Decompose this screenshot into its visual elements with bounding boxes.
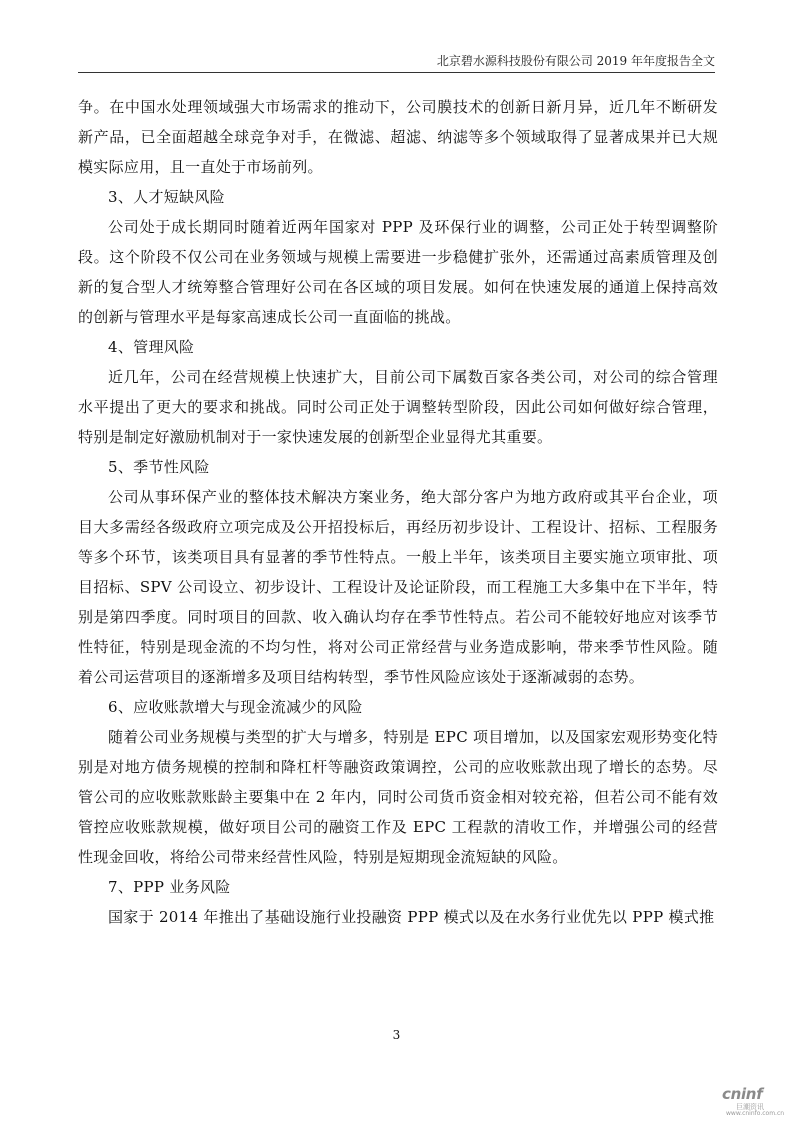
heading-receivables-risk: 6、应收账款增大与现金流减少的风险	[108, 698, 363, 716]
paragraph-ppp-risk: 国家于 2014 年推出了基础设施行业投融资 PPP 模式以及在水务行业优先以 PPP 模式推	[108, 908, 715, 926]
cninfo-brand-text: cninf	[722, 1085, 763, 1103]
header-divider	[78, 72, 715, 73]
paragraph-talent-risk: 公司处于成长期同时随着近两年国家对 PPP 及环保行业的调整，公司正处于转型调整阶段。这个阶段不仅公司在业务领域与规模上需要进一步稳健扩张外，还需通过高素质管理及创新的复合型人才统筹整合管理好公司在各区域的项目发展。如何在快速发展的通道上保持高效的创新与管理水平是每家高速成长公司一直面临的挑战。	[78, 218, 718, 326]
paragraph-management-risk: 近几年，公司在经营规模上快速扩大，目前公司下属数百家各类公司，对公司的综合管理水平提出了更大的要求和挑战。同时公司正处于调整转型阶段，因此公司如何做好综合管理，特别是制定好激励机制对于一家快速发展的创新型企业显得尤其重要。	[78, 368, 718, 446]
cninfo-url: www.cninfo.com.cn	[726, 1110, 785, 1117]
heading-talent-risk: 3、人才短缺风险	[108, 188, 225, 206]
heading-ppp-risk: 7、PPP 业务风险	[108, 878, 231, 896]
page-number: 3	[392, 1028, 401, 1042]
paragraph-receivables-risk: 随着公司业务规模与类型的扩大与增多，特别是 EPC 项目增加，以及国家宏观形势变化特别是对地方债务规模的控制和降杠杆等融资政策调控，公司的应收账款出现了增长的态势。尽管公司的应收账款账龄主要集中在 2 年内，同时公司货币资金相对较充裕，但若公司不能有效管控应收账款规模，做好项目公司的融资工作及 EPC 工程款的清收工作，并增强公司的经营性现金回收，将给公司带来经营性风险，特别是短期现金流短缺的风险。	[78, 728, 718, 866]
heading-seasonal-risk: 5、季节性风险	[108, 458, 210, 476]
page-body	[78, 92, 718, 932]
cninfo-watermark-logo	[722, 1085, 784, 1115]
paragraph-seasonal-risk: 公司从事环保产业的整体技术解决方案业务，绝大部分客户为地方政府或其平台企业，项目大多需经各级政府立项完成及公开招投标后，再经历初步设计、工程设计、招标、工程服务等多个环节，该类项目具有显著的季节性特点。一般上半年，该类项目主要实施立项审批、项目招标、SPV 公司设立、初步设计、工程设计及论证阶段，而工程施工大多集中在下半年，特别是第四季度。同时项目的回款、收入确认均存在季节性特点。若公司不能较好地应对该季节性特征，特别是现金流的不均匀性，将对公司正常经营与业务造成影响，带来季节性风险。随着公司运营项目的逐渐增多及项目结构转型，季节性风险应该处于逐渐减弱的态势。	[78, 488, 718, 686]
cninfo-cn-name: 巨潮资讯	[736, 1103, 764, 1111]
heading-management-risk: 4、管理风险	[108, 338, 195, 356]
paragraph-membrane-competition: 争。在中国水处理领域强大市场需求的推动下，公司膜技术的创新日新月异，近几年不断研发新产品，已全面超越全球竞争对手，在微滤、超滤、纳滤等多个领域取得了显著成果并已大规模实际应用，且一直处于市场前列。	[78, 98, 718, 176]
report-header-title: 北京碧水源科技股份有限公司 2019 年年度报告全文	[436, 54, 715, 68]
